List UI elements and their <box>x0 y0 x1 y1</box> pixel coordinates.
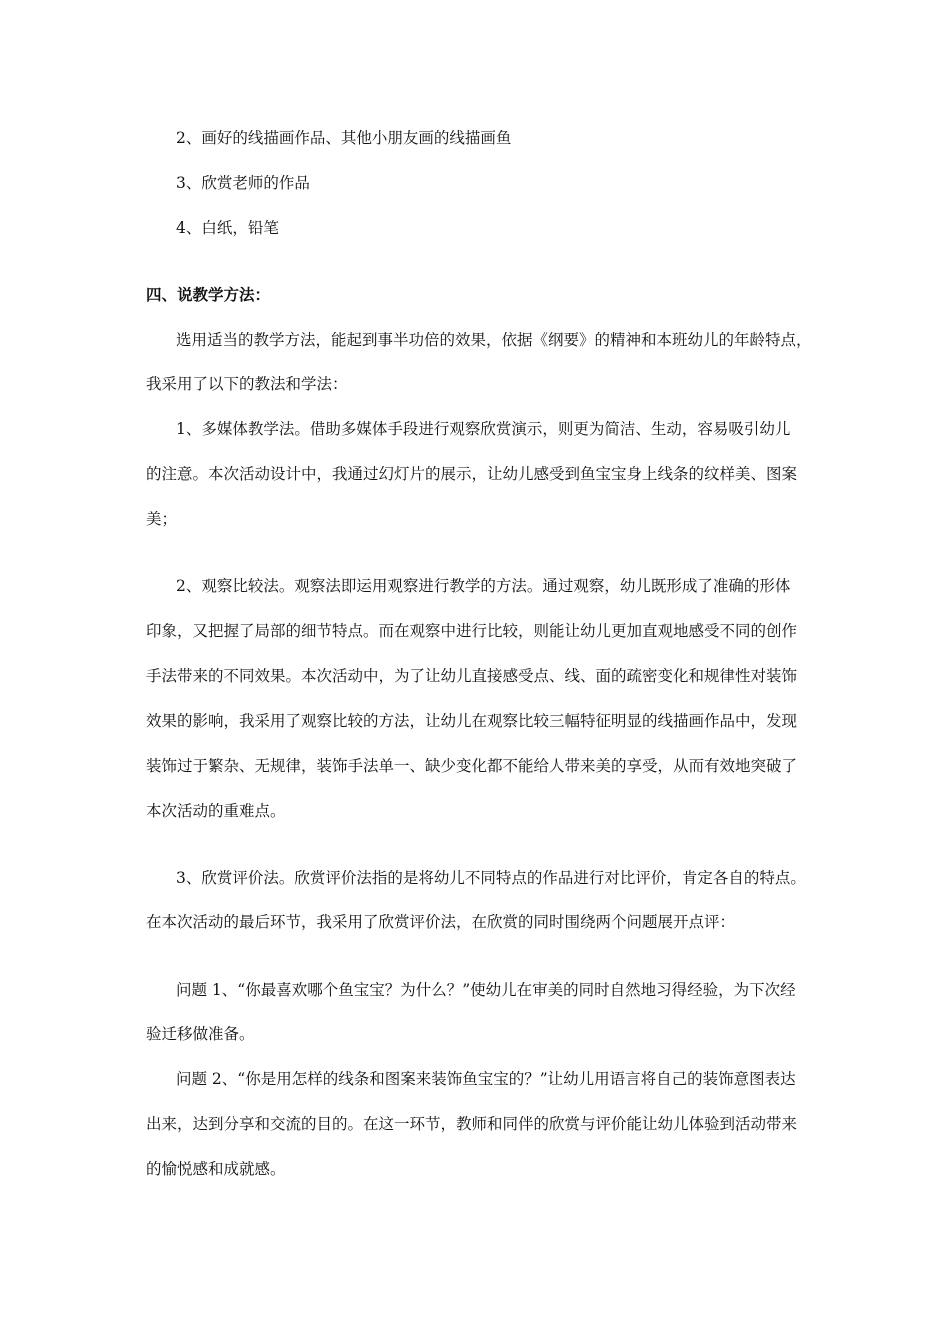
method3-line-1: 3、欣赏评价法。欣赏评价法指的是将幼儿不同特点的作品进行对比评价，肯定各自的特点。 <box>176 869 806 887</box>
method2-line-4: 效果的影响，我采用了观察比较的方法，让幼儿在观察比较三幅特征明显的线描画作品中，发现 <box>146 712 798 730</box>
intro-line-2: 我采用了以下的教法和学法： <box>146 375 348 393</box>
section-heading: 四、说教学方法： <box>146 285 271 304</box>
question2-line-3: 的愉悦感和成就感。 <box>146 1160 286 1178</box>
material-item-4: 4、白纸，铅笔 <box>176 219 279 237</box>
method1-line-2: 的注意。本次活动设计中，我通过幻灯片的展示，让幼儿感受到鱼宝宝身上线条的纹样美、图案 <box>146 465 798 483</box>
material-item-2: 2、画好的线描画作品、其他小朋友画的线描画鱼 <box>176 129 512 147</box>
method2-line-3: 手法带来的不同效果。本次活动中，为了让幼儿直接感受点、线、面的疏密变化和规律性对装饰 <box>146 667 798 685</box>
method2-line-6: 本次活动的重难点。 <box>146 802 286 820</box>
method2-line-5: 装饰过于繁杂、无规律，装饰手法单一、缺少变化都不能给人带来美的享受，从而有效地突破了 <box>146 757 798 775</box>
material-item-3: 3、欣赏老师的作品 <box>176 174 310 192</box>
intro-line-1: 选用适当的教学方法，能起到事半功倍的效果，依据《纲要》的精神和本班幼儿的年龄特点， <box>176 331 812 349</box>
method2-line-1: 2、观察比较法。观察法即运用观察进行教学的方法。通过观察，幼儿既形成了准确的形体 <box>176 577 791 595</box>
question1-line-1: 问题 1、“你最喜欢哪个鱼宝宝？为什么？”使幼儿在审美的同时自然地习得经验，为下次经 <box>176 981 796 999</box>
question2-line-1: 问题 2、“你是用怎样的线条和图案来装饰鱼宝宝的？”让幼儿用语言将自己的装饰意图表达 <box>176 1070 796 1088</box>
method1-line-1: 1、多媒体教学法。借助多媒体手段进行观察欣赏演示，则更为简洁、生动，容易吸引幼儿 <box>176 420 791 438</box>
method2-line-2: 印象，又把握了局部的细节特点。而在观察中进行比较，则能让幼儿更加直观地感受不同的创作 <box>146 622 798 640</box>
method1-line-3: 美； <box>146 510 178 528</box>
method3-line-2: 在本次活动的最后环节，我采用了欣赏评价法，在欣赏的同时围绕两个问题展开点评： <box>146 913 736 931</box>
question1-line-2: 验迁移做准备。 <box>146 1025 255 1043</box>
question2-line-2: 出来，达到分享和交流的目的。在这一环节，教师和同伴的欣赏与评价能让幼儿体验到活动带来 <box>146 1115 798 1133</box>
